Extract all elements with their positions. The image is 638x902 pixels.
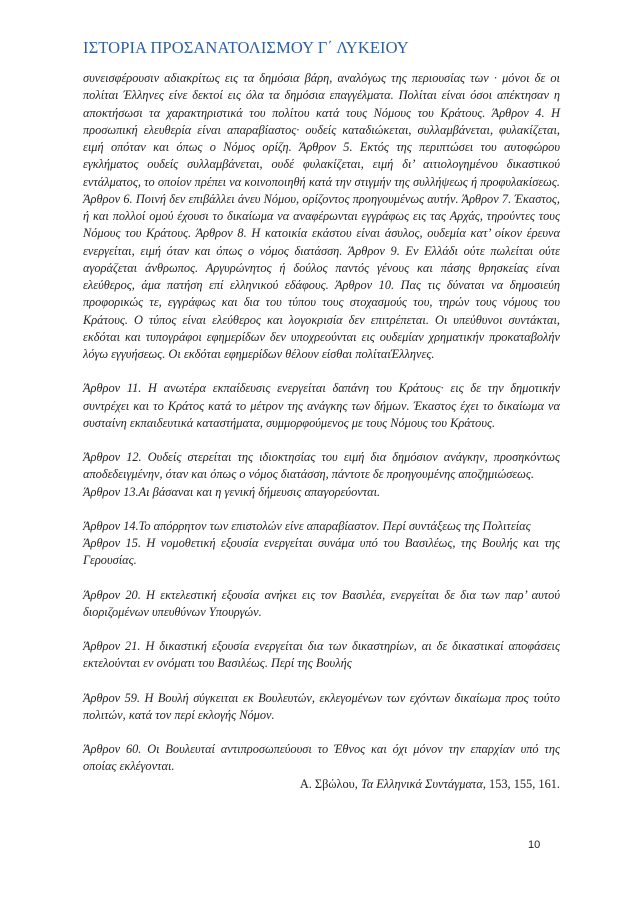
paragraph-article-20: Άρθρον 20. Η εκτελεστική εξουσία ανήκει εις τον Βασιλέα, ενεργείται δε δια των παρ’ αυτού διοριζομένων υπευθύνων Υπουργών.: [83, 587, 560, 619]
paragraph-article-14: Άρθρον 14.Το απόρρητον των επιστολών είνε απαραβίαστον. Περί συντάξεως της Πολιτείας: [83, 518, 531, 533]
paragraph-article-59: Άρθρον 59. Η Βουλή σύγκειται εκ Βουλευτών, εκλεγομένων των εχόντων δικαίωμα προς τούτο πολιτών, κατά τον περί εκλογής Νόμον.: [83, 690, 560, 722]
page-header-title: ΙΣΤΟΡΙΑ ΠΡΟΣΑΝΑΤΟΛΙΣΜΟΥ Γ΄ ΛΥΚΕΙΟΥ: [83, 38, 409, 57]
paragraph-article-13: Άρθρον 13.Αι βάσαναι και η γενική δήμευσις απαγορεύονται.: [83, 484, 381, 499]
document-body: [83, 70, 560, 793]
paragraph-article-11: Άρθρον 11. Η ανωτέρα εκπαίδευσις ενεργείται δαπάνη του Κράτους· εις δε την δημοτικήν συντρέχει και το Κράτος κατά το μέτρον της ανάγκης των δήμων. Έκαστος έχει το δικαίωμα να συσταίνη εκπαιδευτικά καταστήματα, συμμορφούμενος με τους Νόμους του Κράτους.: [83, 381, 560, 430]
page-number: 10: [528, 839, 541, 851]
paragraph-article-15: Άρθρον 15. Η νομοθετική εξουσία ενεργείται συνάμα υπό του Βασιλέως, της Βουλής και της Γερουσίας.: [83, 536, 560, 568]
paragraph-articles-3-10: συνεισφέρουσιν αδιακρίτως εις τα δημόσια βάρη, αναλόγως της περιουσίας των · μόνοι δε οι πολίται Έλληνες είνε δεκτοί εις όλα τα δημόσια επαγγέλματα. Πολίται είναι όσοι απέκτησαν η αποκτήσωσι τα χαρακτηριστικά του πολίτου κατά τους Νόμους του Κράτους. Άρθρον 4. Η προσωπική ελευθερία είναι απαραβίαστος· ουδείς καταδιώκεται, συλλαμβάνεται, φυλακίζεται, ειμή οπόταν και όπως ο Νόμος ορίζη. Άρθρον 5. Εκτός της περιπτώσει του αυτοφώρου εγκλήματος ουδείς συλλαμβάνεται, ουδέ φυλακίζεται, ειμή δι’ αιτιολογημένου δικαστικού εντάλματος, το οποίον πρέπει να κοινοποιηθή κατά την στιγμήν της συλλήψεως ή προφυλακίσεως. Άρθρον 6. Ποινή δεν επιβάλλει άνευ Νόμου, ορίζοντος προηγουμένως αυτήν. Άρθρον 7. Έκαστος, ή και πολλοί ομού έχουσι το δικαίωμα να αναφέρωνται εγγράφως εις τας Αρχάς, τηρούντες τους Νόμους του Κράτους. Άρθρον 8. Η κατοικία εκάστου είναι άσυλος, ουδεμία κατ’ οίκον έρευνα ενεργείται, ειμή όταν και όπως ο νόμος διατάσση. Άρθρον 9. Εν Ελλάδι ούτε πωλείται ούτε αγοράζεται άνθρωπος. Αργυρώνητος ή δούλος παντός γένους και πάσης θρησκείας είναι ελεύθερος, άμα πατήση επί ελληνικού εδάφους. Άρθρον 10. Πας τις δύναται να δημοσιεύη προφορικώς τε, εγγράφως και δια του τύπου τους στοχασμούς του, τηρών τους νόμους του Κράτους. Ο τύπος είναι ελεύθερος και λογοκρισία δεν επιτρέπεται. Οι υπεύθυνοι συντάκται, εκδόται και τυπογράφοι εφημερίδων δεν υποχρεούνται εις ουδεμίαν χρηματικήν προκαταβολήν λόγω εγγυήσεως. Οι εκδόται εφημερίδων θέλουν είσθαι πολίταιΈλληνες.: [83, 71, 560, 361]
paragraph-article-21: Άρθρον 21. Η δικαστική εξουσία ενεργείται δια των δικαστηρίων, αι δε δικαστικαί αποφάσεις εκτελούνται εν ονόματι του Βασιλέως. Περί της Βουλής: [83, 639, 560, 671]
source-pages: , 153, 155, 161.: [482, 776, 560, 791]
paragraph-article-12: Άρθρον 12. Ουδείς στερείται της ιδιοκτησίας του ειμή δια δημόσιον ανάγκην, προσηκόντως αποδεδειγμένην, όταν και όπως ο νόμος διατάσση, πάντοτε δε προηγουμένης αποζημιώσεως.: [83, 450, 560, 482]
source-author: Α. Σβώλου,: [299, 776, 361, 791]
paragraph-article-60: Άρθρον 60. Οι Βουλευταί αντιπροσωπεύουσι το Έθνος και όχι μόνον την επαρχίαν υπό της οποίας εκλέγονται.: [83, 742, 560, 774]
source-title: Τα Ελληνικά Συντάγματα: [360, 776, 483, 791]
source-citation: [83, 776, 560, 793]
